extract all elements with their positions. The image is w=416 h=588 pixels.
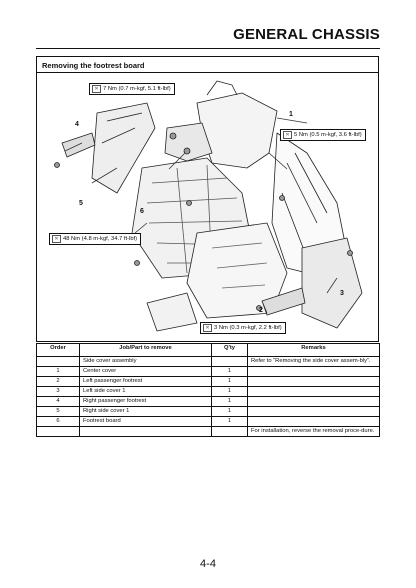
col-header-qty: Q'ty bbox=[212, 344, 248, 357]
table-row bbox=[37, 407, 380, 417]
page-header-title: GENERAL CHASSIS bbox=[233, 26, 380, 43]
qty-cell: 1 bbox=[212, 417, 248, 427]
left-side-cover-part bbox=[302, 238, 362, 328]
front-fairing-part bbox=[197, 93, 277, 168]
part-callout-6: 6 bbox=[140, 208, 144, 215]
qty-cell: 1 bbox=[212, 387, 248, 397]
table-row bbox=[37, 367, 380, 377]
torque-wrench-icon: ✕ bbox=[203, 324, 212, 332]
part-cell: Footrest board bbox=[80, 417, 212, 427]
order-cell: 1 bbox=[37, 367, 80, 377]
page-number: 4-4 bbox=[200, 558, 216, 570]
torque-wrench-icon: ✕ bbox=[52, 235, 61, 243]
table-row bbox=[37, 377, 380, 387]
qty-cell: 1 bbox=[212, 377, 248, 387]
qty-cell: 1 bbox=[212, 407, 248, 417]
torque-wrench-icon: ✕ bbox=[92, 85, 101, 93]
qty-cell: 1 bbox=[212, 397, 248, 407]
diagram-frame bbox=[36, 56, 379, 342]
part-cell: Left passenger footrest bbox=[80, 377, 212, 387]
torque-spec-label: ✕ 3 Nm (0.3 m-kgf, 2.2 ft-lbf) bbox=[200, 322, 286, 334]
part-cell: Right side cover 1 bbox=[80, 407, 212, 417]
table-row bbox=[37, 387, 380, 397]
remarks-cell bbox=[248, 367, 380, 377]
remarks-cell: For installation, reverse the removal proce-dure. bbox=[248, 427, 380, 437]
header-rule bbox=[36, 48, 380, 49]
order-cell: 6 bbox=[37, 417, 80, 427]
remarks-cell bbox=[248, 387, 380, 397]
torque-wrench-icon: ✕ bbox=[283, 131, 292, 139]
section-title: Removing the footrest board bbox=[42, 61, 145, 70]
part-cell bbox=[80, 427, 212, 437]
order-cell bbox=[37, 357, 80, 367]
order-cell: 5 bbox=[37, 407, 80, 417]
remarks-cell bbox=[248, 377, 380, 387]
col-header-remarks: Remarks bbox=[248, 344, 380, 357]
col-header-job-part: Job/Part to remove bbox=[80, 344, 212, 357]
qty-cell bbox=[212, 357, 248, 367]
table-header-row bbox=[37, 344, 380, 357]
table-row bbox=[37, 397, 380, 407]
remarks-cell: Refer to “Removing the side cover assem-bly”. bbox=[248, 357, 380, 367]
qty-cell bbox=[212, 427, 248, 437]
order-cell: 4 bbox=[37, 397, 80, 407]
torque-spec-label: ✕ 7 Nm (0.7 m-kgf, 5.1 ft-lbf) bbox=[89, 83, 175, 95]
part-callout-2: 2 bbox=[259, 307, 263, 314]
table-row bbox=[37, 357, 380, 367]
torque-spec-label: ✕ 48 Nm (4.8 m-kgf, 34.7 ft-lbf) bbox=[49, 233, 141, 245]
table-row bbox=[37, 417, 380, 427]
qty-cell: 1 bbox=[212, 367, 248, 377]
remarks-cell bbox=[248, 417, 380, 427]
part-callout-1: 1 bbox=[289, 111, 293, 118]
part-callout-3: 3 bbox=[340, 290, 344, 297]
exploded-view-illustration bbox=[37, 73, 378, 341]
col-header-order: Order bbox=[37, 344, 80, 357]
part-callout-4: 4 bbox=[75, 121, 79, 128]
removal-steps-table bbox=[36, 343, 380, 437]
order-cell bbox=[37, 427, 80, 437]
part-cell: Right passenger footrest bbox=[80, 397, 212, 407]
part-cell: Side cover assembly bbox=[80, 357, 212, 367]
part-cell: Center cover bbox=[80, 367, 212, 377]
remarks-cell bbox=[248, 407, 380, 417]
order-cell: 2 bbox=[37, 377, 80, 387]
part-cell: Left side cover 1 bbox=[80, 387, 212, 397]
order-cell: 3 bbox=[37, 387, 80, 397]
table-row bbox=[37, 427, 380, 437]
torque-spec-label: ✕ 5 Nm (0.5 m-kgf, 3.6 ft-lbf) bbox=[280, 129, 366, 141]
part-callout-5: 5 bbox=[79, 200, 83, 207]
remarks-cell bbox=[248, 397, 380, 407]
